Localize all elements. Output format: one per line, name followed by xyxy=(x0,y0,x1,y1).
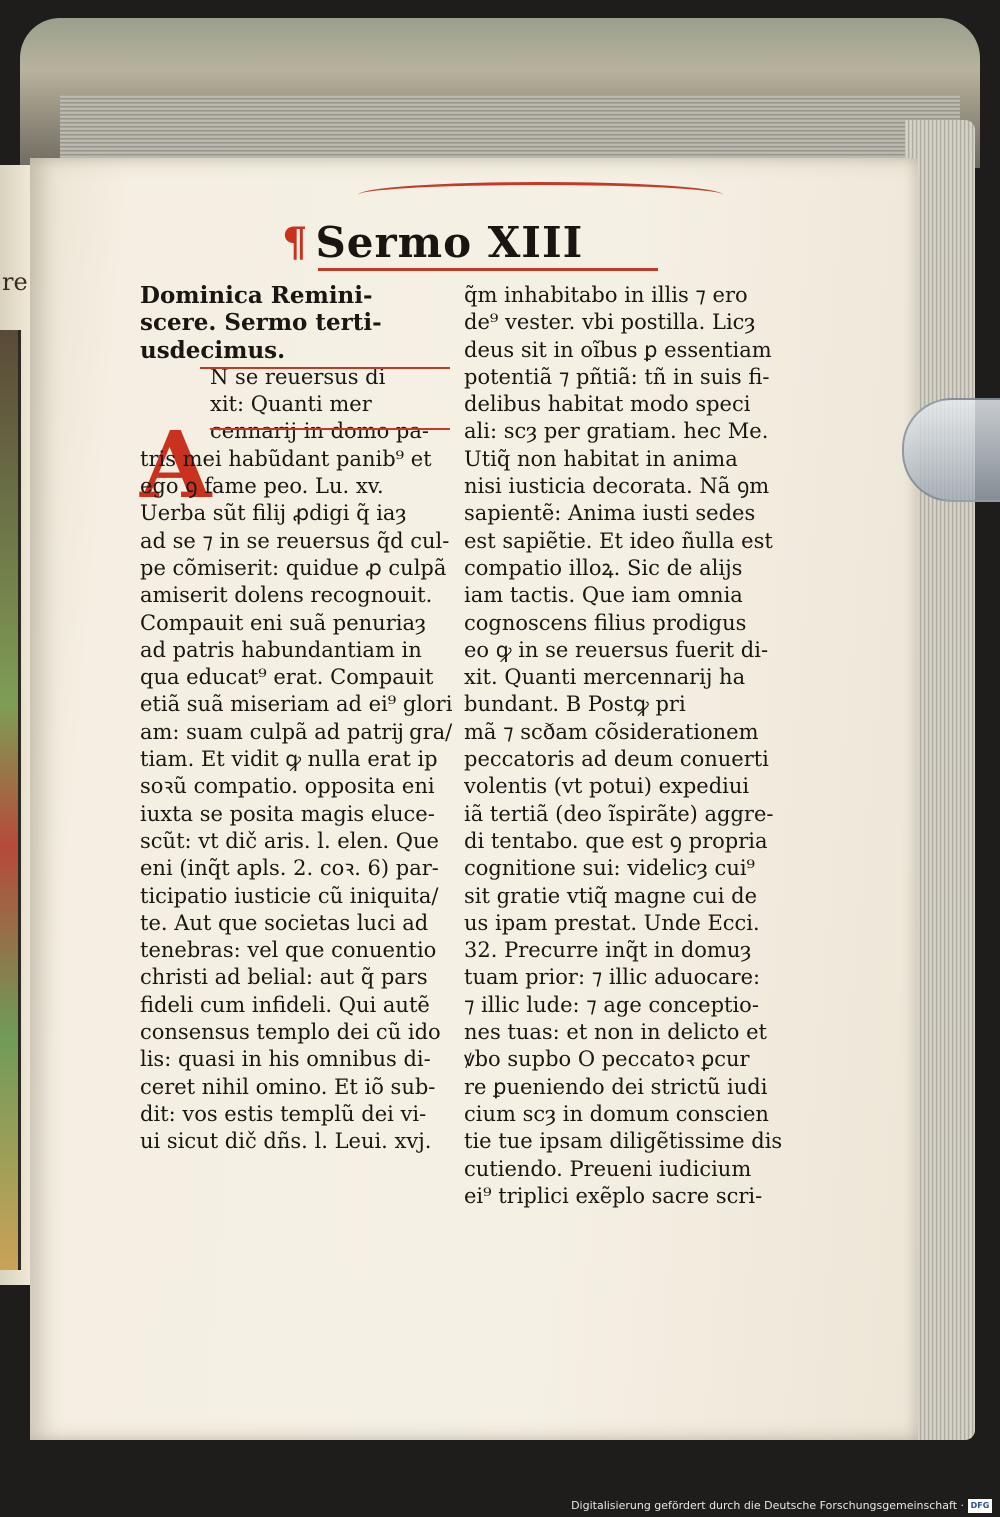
text-line: volentis (vt potui) expediui xyxy=(464,774,750,799)
text-line: nisi iusticia decorata. Nã ꝯm xyxy=(464,474,770,499)
text-line: ꝟbo supbo O peccatoꝛ ꝑcur xyxy=(464,1047,750,1072)
text-line: te. Aut que societas luci ad xyxy=(140,910,429,935)
text-line: sapientẽ: Anima iusti sedes xyxy=(464,501,756,526)
text-column-left xyxy=(140,282,460,1156)
text-line: eo ꝙ in se reuersus fuerit di- xyxy=(464,637,769,662)
text-line: sit gratie vtiq̃ magne cui de xyxy=(464,883,758,908)
text-line: bundant. B Postꝙ pri xyxy=(464,692,686,717)
text-line: fideli cum infideli. Qui autẽ xyxy=(140,992,430,1017)
text-line: q̃m inhabitabo in illis ⁊ ero xyxy=(464,283,748,307)
text-line: ui sicut dič dñs. l. Leui. xvj. xyxy=(140,1129,432,1154)
text-line: cognoscens filius prodigus xyxy=(464,610,747,635)
text-line: tris mei habũdant panib⁹ et xyxy=(140,446,432,471)
header-red-underline xyxy=(318,268,658,271)
text-line: scũt: vt dič aris. l. elen. Que xyxy=(140,828,439,853)
page-clip xyxy=(902,398,1000,502)
text-line: iuxta se posita magis eluce- xyxy=(140,801,435,826)
text-line: lis: quasi in his omnibus di- xyxy=(140,1047,431,1072)
text-line: am: suam culpã ad patrĳ gra/ xyxy=(140,719,453,744)
text-line: pe cõmiserit: quidue ꝓ culpã xyxy=(140,555,447,580)
text-line: ticipatio iusticie cũ iniquita/ xyxy=(140,883,439,908)
left-page-illustration xyxy=(0,330,21,1270)
footer-bar xyxy=(0,1495,1000,1517)
text-line: tie tue ipsam diligẽtissime dis xyxy=(464,1129,782,1154)
text-column-right xyxy=(464,282,782,1210)
dfg-logo: DFG xyxy=(968,1499,992,1513)
text-line: cutiendo. Preueni iudicium xyxy=(464,1156,752,1181)
text-line: Compauit eni suã penuriaȝ xyxy=(140,610,426,635)
text-line: mã ⁊ scðam cõsiderationem xyxy=(464,719,759,744)
text-line: Uerba sũt filij ꝓdigi q̃ iaȝ xyxy=(140,501,407,526)
text-line: usdecimus. xyxy=(140,336,286,364)
footer-credit: Digitalisierung gefördert durch die Deutsche Forschungsgemeinschaft · xyxy=(571,1499,964,1512)
text-line: ei⁹ triplici exẽplo sacre scri- xyxy=(464,1183,763,1208)
text-line: di tentabo. que est ꝯ propria xyxy=(464,828,768,853)
text-line: compatio illoꝝ. Sic de alijs xyxy=(464,555,743,580)
text-line: N se reuersus di xyxy=(210,364,386,389)
text-line: cognitione sui: videlicȝ cui⁹ xyxy=(464,856,755,881)
text-line: Utiq̃ non habitat in anima xyxy=(464,446,738,471)
text-line: ad se ⁊ in se reuersus q̃d cul- xyxy=(140,528,450,553)
text-line: tiam. Et vidit ꝙ nulla erat ip xyxy=(140,747,438,772)
text-line: ego ꝯ fame peo. Lu. xv. xyxy=(140,474,384,499)
text-line: ali: scȝ per gratiam. hec Me. xyxy=(464,419,769,444)
text-line: christi ad belial: aut q̃ pars xyxy=(140,965,428,990)
red-rule-heading xyxy=(200,367,450,369)
text-line: scere. Sermo terti- xyxy=(140,309,382,337)
text-line: dit: vos estis templũ dei vi- xyxy=(140,1101,427,1126)
text-line: deus sit in oĩbus ꝑ essentiam xyxy=(464,337,772,362)
left-page-text-fragment: re xyxy=(2,268,28,296)
text-line: ⁊ illic lude: ⁊ age conceptio- xyxy=(464,992,759,1017)
text-line: Dominica Remini- xyxy=(140,282,373,309)
text-line: amiserit dolens recognouit. xyxy=(140,583,433,608)
text-line: ceret nihil omino. Et iõ sub- xyxy=(140,1074,436,1099)
text-line: etiã suã miseriam ad ei⁹ glori xyxy=(140,692,453,717)
text-line: xit: Quanti mer xyxy=(210,392,372,417)
text-line: tenebras: vel que conuentio xyxy=(140,938,437,963)
page-title: Sermo XIII xyxy=(315,217,584,267)
text-line: iã tertiã (deo ĩspirãte) aggre- xyxy=(464,801,774,826)
text-line: ad patris habundantiam in xyxy=(140,637,422,662)
text-line: est sapiẽtie. Et ideo ñulla est xyxy=(464,528,773,553)
text-line: us ipam prestat. Unde Ecci. xyxy=(464,910,760,935)
text-line: nes tuas: et non in delicto et xyxy=(464,1020,767,1045)
text-line: delibus habitat modo speci xyxy=(464,392,751,417)
page-header xyxy=(282,212,662,272)
text-line: consensus templo dei cũ ido xyxy=(140,1020,441,1045)
book-page-edges xyxy=(60,95,960,165)
text-line: qua educat⁹ erat. Compauit xyxy=(140,665,434,690)
red-rule-incipit xyxy=(210,428,450,430)
text-line: cennarij in domo pa- xyxy=(210,419,429,444)
pilcrow-icon: ¶ xyxy=(282,218,308,266)
text-line: soꝛũ compatio. opposita eni xyxy=(140,774,435,799)
text-line: xit. Quanti mercennarij ha xyxy=(464,665,746,690)
text-line: tuam prior: ⁊ illic aduocare: xyxy=(464,965,761,990)
text-line: peccatoris ad deum conuerti xyxy=(464,747,769,772)
rubricated-initial: A xyxy=(140,411,212,519)
text-line: 32. Precurre inq̃t in domuȝ xyxy=(464,938,752,963)
text-line: de⁹ vester. vbi postilla. Licȝ xyxy=(464,310,756,335)
text-line: eni (inq̃t apls. 2. coꝛ. 6) par- xyxy=(140,856,439,881)
text-line: re ꝑueniendo dei strictũ iudi xyxy=(464,1074,768,1099)
text-line: cium scȝ in domum conscien xyxy=(464,1101,769,1126)
text-line: potentiã ⁊ pñtiã: tñ in suis fi- xyxy=(464,364,770,389)
text-line: iam tactis. Que iam omnia xyxy=(464,583,743,608)
